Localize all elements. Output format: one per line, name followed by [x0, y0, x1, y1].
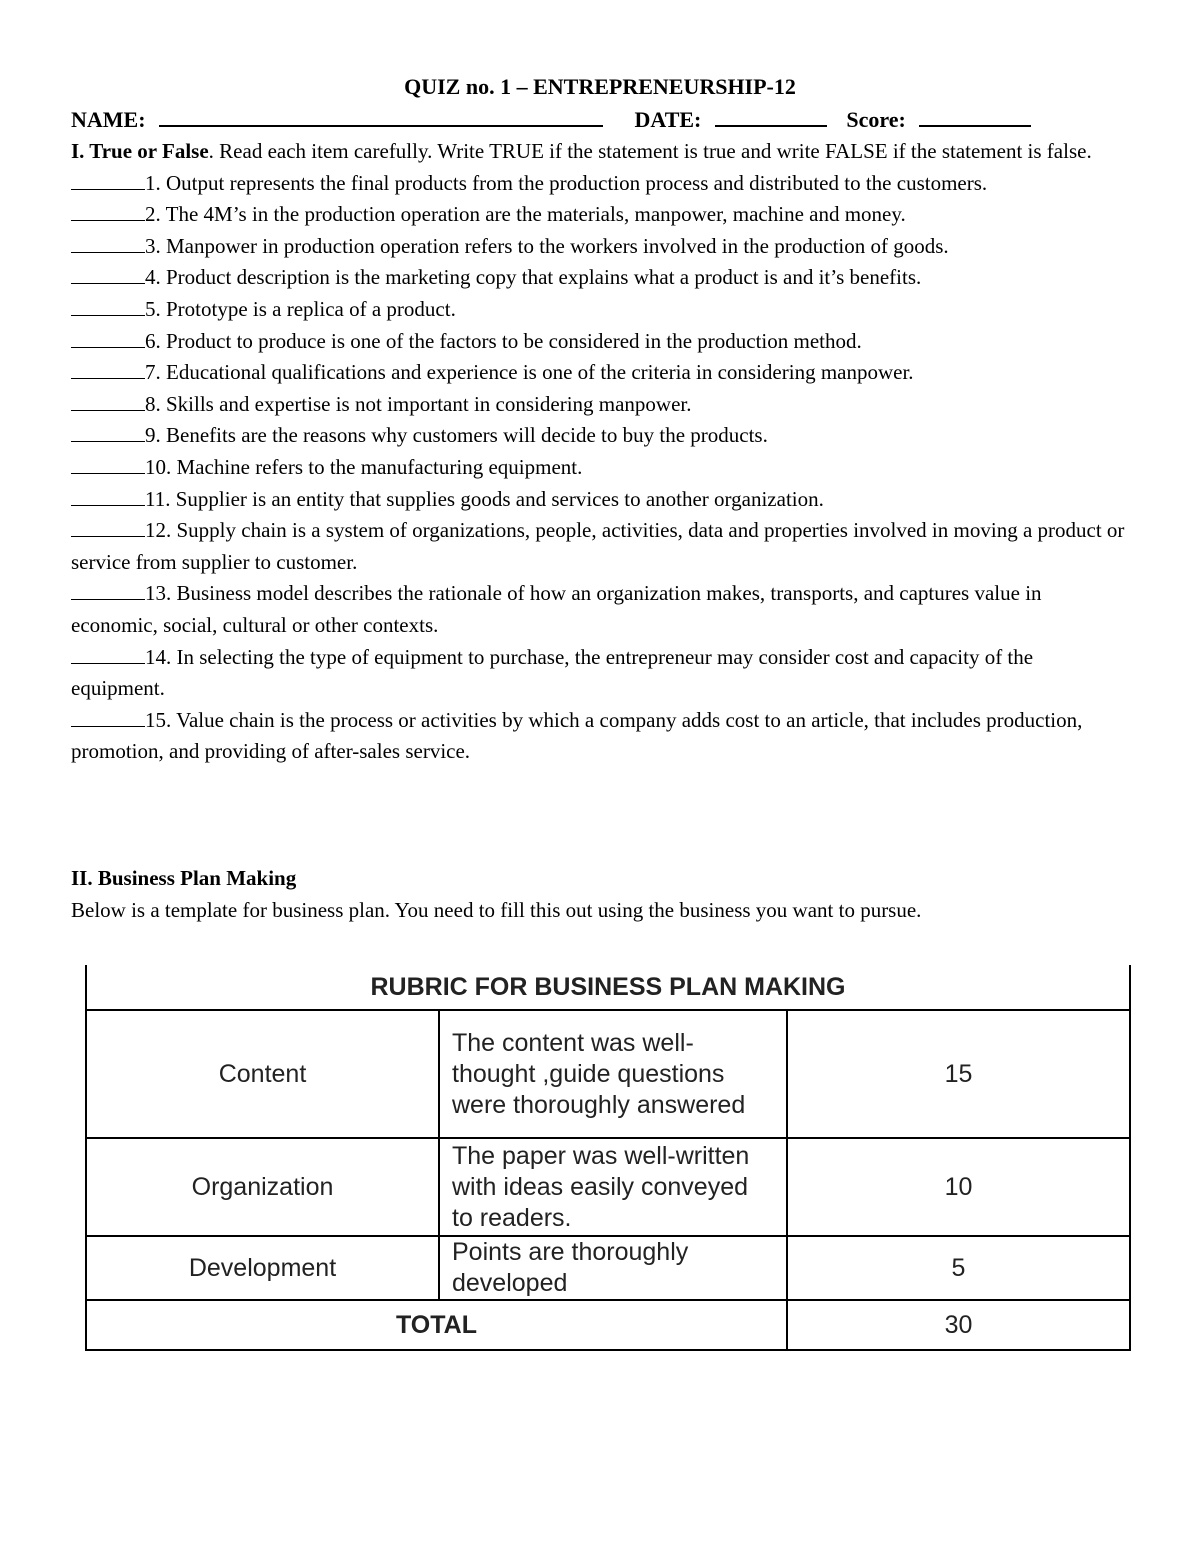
- answer-blank[interactable]: [71, 360, 145, 379]
- rubric-criterion: Content: [86, 1010, 439, 1138]
- quiz-item: [71, 484, 1131, 516]
- quiz-item: [71, 642, 1131, 705]
- section-true-false: [71, 136, 1131, 768]
- item-text: 2. The 4M’s in the production operation are the materials, manpower, machine and money.: [145, 202, 906, 227]
- section2-text: Below is a template for business plan. You need to fill this out using the business you want to pursue.: [71, 898, 922, 922]
- date-label: DATE:: [634, 107, 702, 132]
- item-text: 7. Educational qualifications and experience is one of the criteria in considering manpower.: [145, 360, 914, 385]
- quiz-item: [71, 515, 1131, 578]
- answer-blank[interactable]: [71, 265, 145, 284]
- answer-blank[interactable]: [71, 708, 145, 727]
- item-text: 15. Value chain is the process or activities by which a company adds cost to an article, that includes production, promotion, and providing of after-sales service.: [71, 707, 1083, 764]
- quiz-item: [71, 420, 1131, 452]
- item-text: 3. Manpower in production operation refers to the workers involved in the production of goods.: [145, 233, 949, 258]
- answer-blank[interactable]: [71, 645, 145, 664]
- answer-blank[interactable]: [71, 455, 145, 474]
- rubric-description: The content was well-thought ,guide questions were thoroughly answered: [439, 1010, 787, 1138]
- quiz-item: [71, 705, 1131, 768]
- answer-blank[interactable]: [71, 392, 145, 411]
- score-blank[interactable]: [919, 103, 1031, 127]
- quiz-item: [71, 168, 1131, 200]
- section-business-plan: [71, 862, 1151, 926]
- date-blank[interactable]: [715, 103, 827, 127]
- header-fields: [71, 103, 1031, 135]
- name-label: NAME:: [71, 107, 146, 132]
- quiz-item: [71, 578, 1131, 641]
- quiz-item: [71, 326, 1131, 358]
- rubric-row: [86, 1236, 1130, 1300]
- item-text: 10. Machine refers to the manufacturing equipment.: [145, 454, 583, 479]
- quiz-item: [71, 389, 1131, 421]
- item-text: 11. Supplier is an entity that supplies goods and services to another organization.: [145, 486, 824, 511]
- quiz-item: [71, 452, 1131, 484]
- rubric-table: [85, 965, 1131, 1351]
- rubric-row: [86, 1138, 1130, 1236]
- rubric-total-label: TOTAL: [86, 1300, 787, 1350]
- rubric-criterion: Organization: [86, 1138, 439, 1236]
- rubric-points: 5: [787, 1236, 1130, 1300]
- quiz-item: [71, 231, 1131, 263]
- rubric-title: RUBRIC FOR BUSINESS PLAN MAKING: [86, 965, 1130, 1010]
- answer-blank[interactable]: [71, 518, 145, 537]
- rubric-description: The paper was well-written with ideas easily conveyed to readers.: [439, 1138, 787, 1236]
- item-text: 1. Output represents the final products from the production process and distributed to the customers.: [145, 170, 988, 195]
- section2-heading: II. Business Plan Making: [71, 866, 297, 890]
- quiz-item: [71, 294, 1131, 326]
- item-text: 13. Business model describes the rationale of how an organization makes, transports, and captures value in economic, social, cultural or other contexts.: [71, 581, 1042, 637]
- item-text: 9. Benefits are the reasons why customers will decide to buy the products.: [145, 423, 768, 448]
- page-title: QUIZ no. 1 – ENTREPRENEURSHIP-12: [404, 74, 796, 99]
- item-text: 6. Product to produce is one of the factors to be considered in the production method.: [145, 328, 862, 353]
- rubric-description: Points are thoroughly developed: [439, 1236, 787, 1300]
- answer-blank[interactable]: [71, 581, 145, 600]
- answer-blank[interactable]: [71, 297, 145, 316]
- rubric-header-row: [86, 965, 1130, 1010]
- answer-blank[interactable]: [71, 329, 145, 348]
- rubric-criterion: Development: [86, 1236, 439, 1300]
- item-text: 8. Skills and expertise is not important in considering manpower.: [145, 391, 692, 416]
- item-text: 12. Supply chain is a system of organizations, people, activities, data and properties involved in moving a product or service from supplier to customer.: [71, 518, 1125, 574]
- item-text: 4. Product description is the marketing copy that explains what a product is and it’s benefits.: [145, 265, 922, 290]
- rubric-row: [86, 1010, 1130, 1138]
- answer-blank[interactable]: [71, 487, 145, 506]
- item-text: 5. Prototype is a replica of a product.: [145, 296, 456, 321]
- section1-intro: [71, 136, 1131, 168]
- answer-blank[interactable]: [71, 423, 145, 442]
- name-blank[interactable]: [159, 103, 603, 127]
- quiz-item: [71, 262, 1131, 294]
- quiz-item: [71, 199, 1131, 231]
- section1-instructions: . Read each item carefully. Write TRUE if the statement is true and write FALSE if the statement is false.: [208, 139, 1092, 163]
- rubric-points: 10: [787, 1138, 1130, 1236]
- section1-heading: I. True or False: [71, 139, 209, 163]
- score-label: Score:: [846, 107, 906, 132]
- rubric-total-row: [86, 1300, 1130, 1350]
- quiz-item: [71, 357, 1131, 389]
- answer-blank[interactable]: [71, 171, 145, 190]
- item-text: 14. In selecting the type of equipment to purchase, the entrepreneur may consider cost and capacity of the equipment.: [71, 644, 1034, 701]
- answer-blank[interactable]: [71, 234, 145, 253]
- rubric-total-points: 30: [787, 1300, 1130, 1350]
- rubric-points: 15: [787, 1010, 1130, 1138]
- answer-blank[interactable]: [71, 202, 145, 221]
